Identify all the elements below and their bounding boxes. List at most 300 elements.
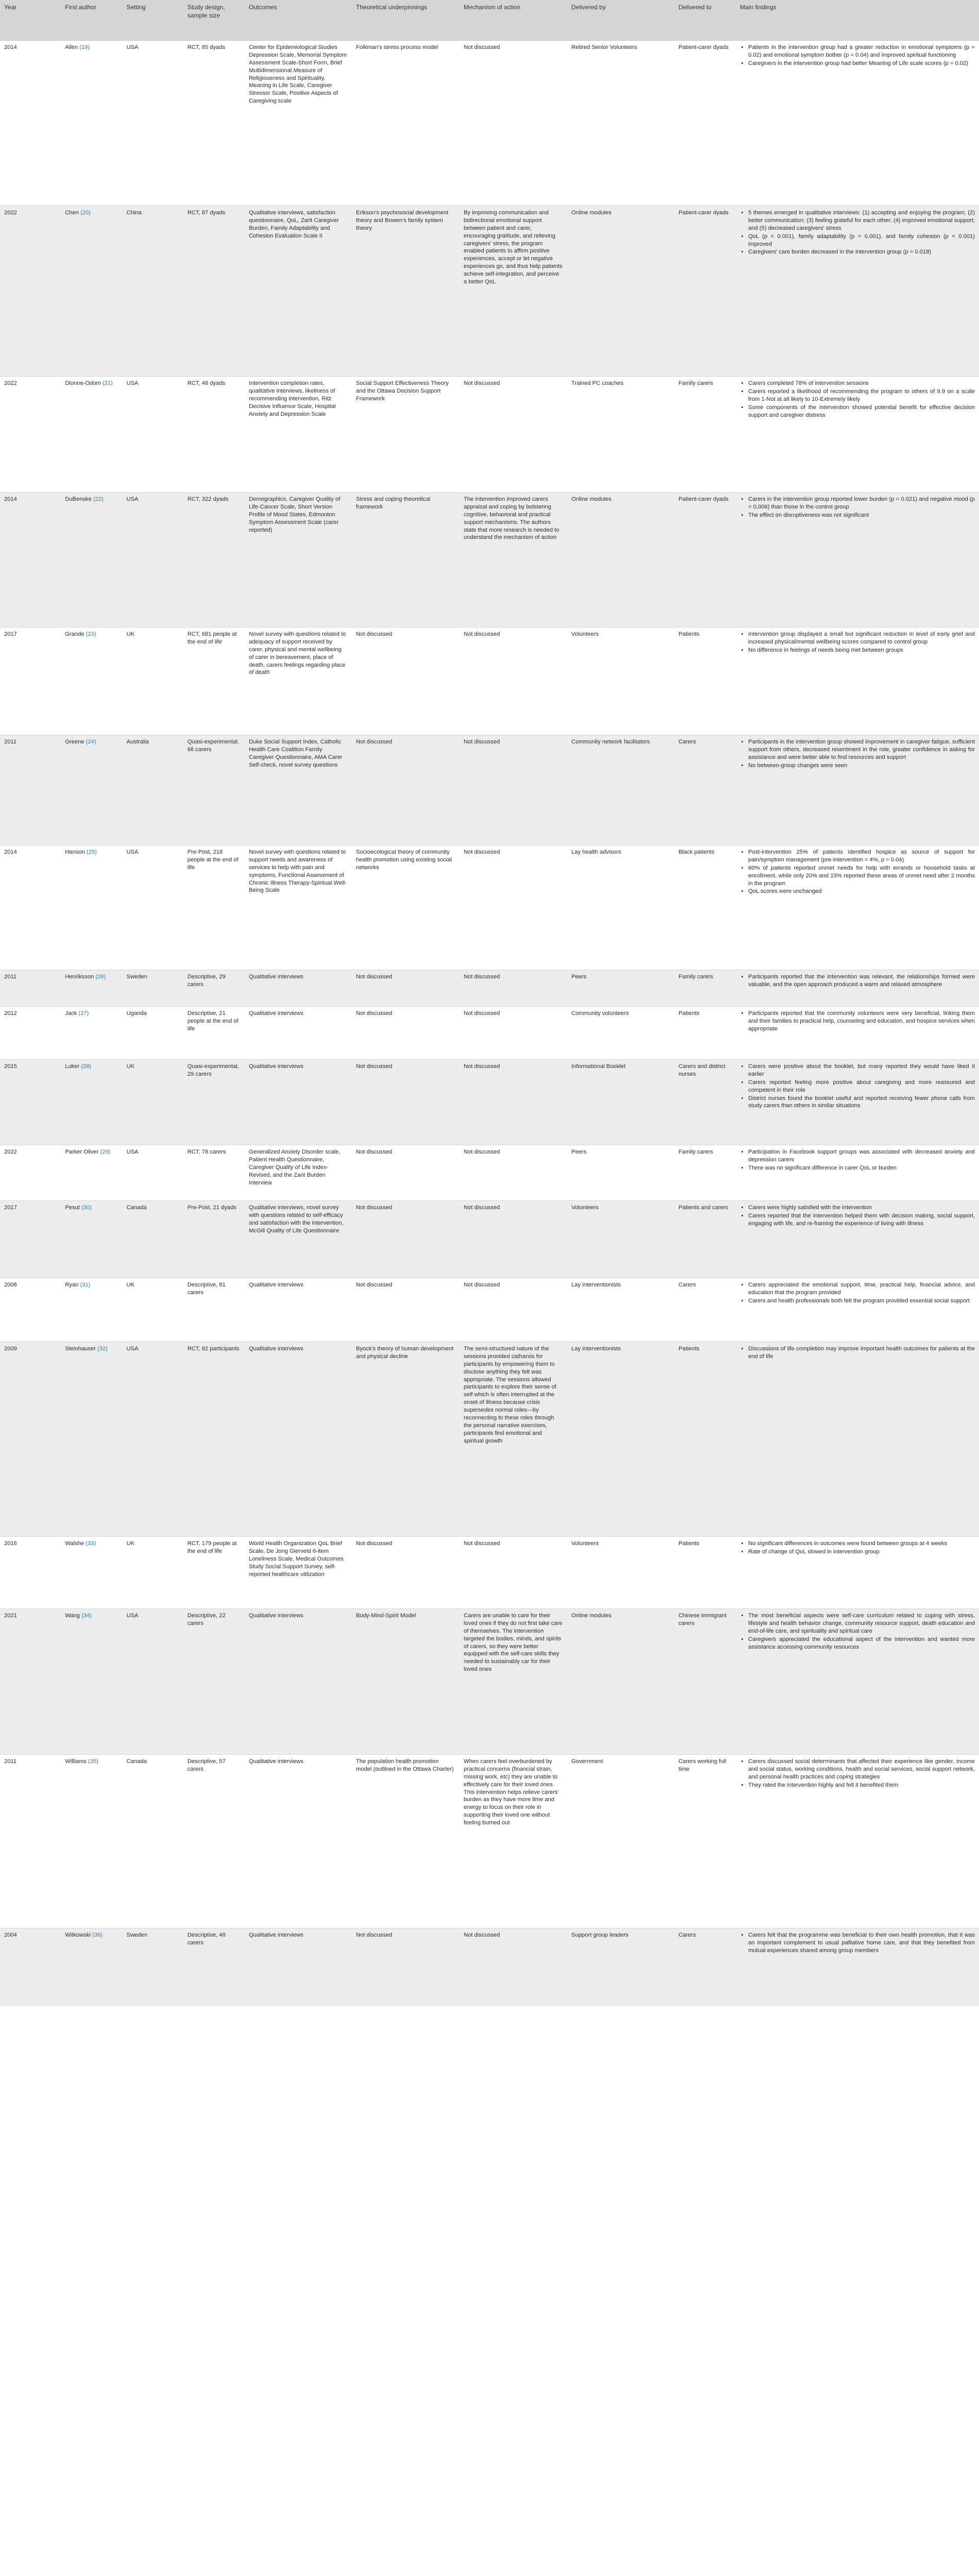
table-row: [0, 1342, 979, 1537]
cell-outcomes: Demographics, Caregiver Quality of Life-Cancer Scale, Short Version Profile of Mood States, Edmonton Symptom Assessment Scale (carer reported): [245, 493, 352, 628]
cell-delivered-by: Trained PC coaches: [567, 377, 674, 493]
author-name: Walshe: [65, 1540, 85, 1547]
cell-theoretical-underpinnings: Body-Mind-Spirit Model: [352, 1609, 460, 1755]
cell-first-author: [61, 1060, 122, 1145]
finding-item: • Carers felt that the programme was beneficial to their own health promotion, that it was an important complement to usual palliative home care, and that they benefited from mutual experiences shared among group members: [748, 1931, 975, 1955]
cell-delivered-by: Online modules: [567, 206, 674, 377]
findings-list: [740, 1281, 975, 1305]
table-row: [0, 1609, 979, 1755]
cell-theoretical-underpinnings: Not discussed: [352, 1537, 460, 1609]
cell-mechanism-of-action: The semi-structured nature of the sessions provided catharsis for participants by empowering them to disclose anything they felt was appropriate. The sessions allowed participants to explore their sense of self which is often interrupted at the onset of illness because crisis supersedes normal roles—by reconnecting to these roles through the personal narrative exercises, participants find emotional and spiritual growth: [460, 1342, 567, 1537]
cell-outcomes: Intervention completion rates, qualitative interviews, likeliness of recommending intervention, Ritz Decisive Influence Scale, Hospital Anxiety and Depression Scale: [245, 377, 352, 493]
reference-link[interactable]: (27): [78, 1010, 89, 1016]
cell-study-design: RCT, 85 dyads: [183, 41, 245, 206]
cell-setting: Australia: [122, 735, 183, 845]
cell-mechanism-of-action: Not discussed: [460, 628, 567, 735]
reference-link[interactable]: (26): [95, 974, 106, 980]
cell-main-findings: [736, 1278, 979, 1342]
cell-theoretical-underpinnings: The population health promotion model (outlined in the Ottawa Charter): [352, 1755, 460, 1928]
cell-main-findings: [736, 1201, 979, 1278]
cell-outcomes: Qualitative interviews: [245, 1755, 352, 1928]
cell-theoretical-underpinnings: Not discussed: [352, 1145, 460, 1201]
cell-delivered-to: Family carers: [674, 970, 736, 1007]
cell-outcomes: Center for Epidemiological Studies Depression Scale, Memorial Symptom Assessment Scale-Short Form, Brief Multidimensional Measure of Religiousness and Spirituality, Meaning in Life Scale, Caregiver Stressor Scale, Positive Aspects of Caregiving scale: [245, 41, 352, 206]
cell-theoretical-underpinnings: Socioecological theory of community health promotion using existing social networks: [352, 845, 460, 970]
cell-delivered-by: Volunteers: [567, 1201, 674, 1278]
cell-theoretical-underpinnings: Not discussed: [352, 1201, 460, 1278]
cell-main-findings: [736, 970, 979, 1007]
cell-first-author: [61, 735, 122, 845]
cell-mechanism-of-action: Not discussed: [460, 845, 567, 970]
cell-year: 2014: [0, 845, 61, 970]
cell-study-design: Pre-Post, 218 people at the end of life: [183, 845, 245, 970]
reference-link[interactable]: (28): [81, 1063, 92, 1070]
cell-outcomes: World Health Organization QoL Brief Scale, De Jong Gierveld 6-item Loneliness Scale, Medical Outcomes Study Social Support Survey, self-reported healthcare utilization: [245, 1537, 352, 1609]
column-header-outcomes: Outcomes: [245, 0, 352, 41]
cell-main-findings: [736, 1007, 979, 1060]
table-row: [0, 1928, 979, 2006]
cell-study-design: RCT, 322 dyads: [183, 493, 245, 628]
cell-theoretical-underpinnings: Not discussed: [352, 628, 460, 735]
cell-year: 2008: [0, 1278, 61, 1342]
cell-outcomes: Novel survey with questions related to adequacy of support received by carer, physical and mental wellbeing of carer in bereavement, place of death, carers feelings regarding place of death: [245, 628, 352, 735]
cell-first-author: [61, 1537, 122, 1609]
cell-main-findings: [736, 1928, 979, 2006]
findings-list: [740, 631, 975, 654]
cell-mechanism-of-action: Not discussed: [460, 1201, 567, 1278]
cell-delivered-by: Lay interventionists: [567, 1278, 674, 1342]
cell-year: 2011: [0, 1755, 61, 1928]
cell-main-findings: [736, 1537, 979, 1609]
table-row: [0, 1060, 979, 1145]
findings-list: [740, 1010, 975, 1033]
finding-item: • District nurses found the booklet useful and reported receiving fewer phone calls from study carers than others in similar situations: [748, 1095, 975, 1110]
author-name: Ryan: [65, 1282, 79, 1288]
finding-item: • The effect on disruptiveness was not significant: [748, 512, 975, 519]
table-row: [0, 845, 979, 970]
finding-item: • 60% of patients reported unmet needs for help with errands or household tasks at enrollment, while only 20% and 15% reported these areas of unmet need after 2 months in the program: [748, 865, 975, 888]
cell-first-author: [61, 845, 122, 970]
finding-item: • There was no significant difference in carer QoL or burden: [748, 1164, 975, 1172]
cell-main-findings: [736, 1342, 979, 1537]
cell-year: 2017: [0, 1201, 61, 1278]
cell-delivered-to: Patients: [674, 1342, 736, 1537]
cell-delivered-to: Carers working full time: [674, 1755, 736, 1928]
cell-study-design: Descriptive, 48 carers: [183, 1928, 245, 2006]
cell-first-author: [61, 41, 122, 206]
cell-first-author: [61, 628, 122, 735]
cell-mechanism-of-action: The intervention improved carers appraisal and coping by bolstering cognitive, behavioral and practical support mechanisms. The authors state that more research is needed to understand the mechanism of action: [460, 493, 567, 628]
cell-main-findings: [736, 41, 979, 206]
cell-main-findings: [736, 1755, 979, 1928]
cell-mechanism-of-action: Carers are unable to care for their loved ones if they do not first take care of themselves. The intervention targeted the bodies, minds, and spirits of carers, so they were better equipped with the self-care skills they needed to sustainably car for their loved ones: [460, 1609, 567, 1755]
finding-item: • Participants in the intervention group showed improvement in caregiver fatigue, sufficient support from others, decreased resentment in the role, greater confidence in asking for assistance and were better able to find resources and support: [748, 738, 975, 761]
cell-delivered-to: Patients: [674, 1537, 736, 1609]
cell-study-design: RCT, 78 carers: [183, 1145, 245, 1201]
reference-link[interactable]: (23): [86, 631, 96, 637]
cell-mechanism-of-action: By improving communication and bidirectional emotional support between patient and carer, encouraging gratitude, and relieving caregivers' stress, the program enabled patients to affirm positive experiences, accept or let negative experiences go, and thus help patients achieve self-integration, and perceive a better QoL: [460, 206, 567, 377]
column-header-first-author: First author: [61, 0, 122, 41]
cell-setting: USA: [122, 845, 183, 970]
cell-delivered-by: Government: [567, 1755, 674, 1928]
cell-setting: Canada: [122, 1201, 183, 1278]
cell-main-findings: [736, 735, 979, 845]
cell-outcomes: Qualitative interviews: [245, 1007, 352, 1060]
cell-study-design: RCT, 46 dyads: [183, 377, 245, 493]
findings-list: [740, 1540, 975, 1556]
reference-link[interactable]: (22): [93, 496, 104, 502]
cell-mechanism-of-action: Not discussed: [460, 1007, 567, 1060]
cell-theoretical-underpinnings: Byock's theory of human development and physical decline: [352, 1342, 460, 1537]
cell-mechanism-of-action: Not discussed: [460, 377, 567, 493]
finding-item: • Intervention group displayed a small but significant reduction in level of early grief and increased physical/mental wellbeing scores compared to control group: [748, 631, 975, 646]
reference-link[interactable]: (32): [97, 1346, 108, 1352]
cell-study-design: RCT, 179 people at the end of life: [183, 1537, 245, 1609]
cell-outcomes: Qualitative interviews: [245, 1928, 352, 2006]
author-name: Parker Oliver: [65, 1149, 99, 1155]
column-header-theoretical-underpinnings: Theoretical underpinnings: [352, 0, 460, 41]
cell-main-findings: [736, 845, 979, 970]
reference-link[interactable]: (35): [88, 1758, 98, 1765]
cell-delivered-to: Carers and district nurses: [674, 1060, 736, 1145]
cell-first-author: [61, 377, 122, 493]
cell-study-design: RCT, 87 dyads: [183, 206, 245, 377]
cell-main-findings: [736, 206, 979, 377]
cell-main-findings: [736, 377, 979, 493]
cell-main-findings: [736, 1609, 979, 1755]
cell-theoretical-underpinnings: Not discussed: [352, 1060, 460, 1145]
cell-main-findings: [736, 628, 979, 735]
finding-item: • Patients in the intervention group had a greater reduction in emotional symptoms (p = 0.02) and emotional symptom bother (p = 0.04) and improved spiritual functioning: [748, 44, 975, 59]
finding-item: • Carers were positive about the booklet, but many reported they would have liked it earlier: [748, 1063, 975, 1078]
author-name: Witkowski: [65, 1932, 91, 1938]
cell-study-design: Descriptive, 21 people at the end of life: [183, 1007, 245, 1060]
cell-main-findings: [736, 1145, 979, 1201]
findings-list: [740, 1758, 975, 1789]
table-header-row: [0, 0, 979, 41]
cell-delivered-to: Carers: [674, 1928, 736, 2006]
findings-list: [740, 209, 975, 256]
cell-study-design: Quasi-experimental, 66 carers: [183, 735, 245, 845]
finding-item: • No between-group changes were seen: [748, 762, 975, 770]
table-row: [0, 1007, 979, 1060]
cell-theoretical-underpinnings: Not discussed: [352, 970, 460, 1007]
table-row: [0, 1145, 979, 1201]
column-header-year: Year: [0, 0, 61, 41]
cell-setting: UK: [122, 1537, 183, 1609]
cell-setting: USA: [122, 493, 183, 628]
cell-setting: USA: [122, 1342, 183, 1537]
finding-item: • No significant differences in outcomes were found between groups at 4 weeks: [748, 1540, 975, 1548]
cell-delivered-by: Informational Booklet: [567, 1060, 674, 1145]
author-name: Pesut: [65, 1205, 80, 1211]
cell-delivered-by: Retired Senior Volunteers: [567, 41, 674, 206]
cell-first-author: [61, 1007, 122, 1060]
cell-outcomes: Qualitative interviews: [245, 1278, 352, 1342]
cell-delivered-to: Patient-carer dyads: [674, 493, 736, 628]
cell-year: 2014: [0, 41, 61, 206]
finding-item: • Caregivers in the intervention group had better Meaning of Life scale scores (p = 0.02): [748, 60, 975, 67]
findings-list: [740, 973, 975, 989]
cell-delivered-to: Patient-carer dyads: [674, 41, 736, 206]
table-row: [0, 377, 979, 493]
reference-link[interactable]: (20): [80, 210, 91, 216]
reference-link[interactable]: (34): [81, 1613, 92, 1619]
cell-mechanism-of-action: Not discussed: [460, 1278, 567, 1342]
cell-mechanism-of-action: Not discussed: [460, 41, 567, 206]
column-header-delivered-by: Delivered by: [567, 0, 674, 41]
findings-list: [740, 1063, 975, 1110]
findings-list: [740, 738, 975, 770]
findings-list: [740, 380, 975, 419]
cell-delivered-by: Volunteers: [567, 1537, 674, 1609]
findings-list: [740, 1931, 975, 1955]
cell-setting: UK: [122, 628, 183, 735]
finding-item: • Carers in the intervention group reported lower burden (p = 0.021) and negative mood (p = 0.006) than those in the control group: [748, 496, 975, 511]
cell-main-findings: [736, 1060, 979, 1145]
table-row: [0, 735, 979, 845]
cell-first-author: [61, 1755, 122, 1928]
cell-mechanism-of-action: Not discussed: [460, 1928, 567, 2006]
reference-link[interactable]: (36): [92, 1932, 103, 1938]
cell-outcomes: Qualitative interviews: [245, 1060, 352, 1145]
cell-year: 2017: [0, 628, 61, 735]
findings-list: [740, 1612, 975, 1651]
reference-link[interactable]: (31): [80, 1282, 91, 1288]
cell-setting: Sweden: [122, 970, 183, 1007]
finding-item: • Some components of the intervention showed potential benefit for effective decision support and caregiver distress: [748, 404, 975, 419]
cell-outcomes: Qualitative interviews: [245, 1342, 352, 1537]
cell-delivered-by: Community network facilitators: [567, 735, 674, 845]
reference-link[interactable]: (24): [86, 739, 96, 745]
cell-study-design: Quasi-experimental, 29 carers: [183, 1060, 245, 1145]
cell-setting: USA: [122, 41, 183, 206]
findings-list: [740, 496, 975, 519]
cell-theoretical-underpinnings: Not discussed: [352, 1928, 460, 2006]
findings-list: [740, 1345, 975, 1361]
finding-item: • Participation in Facebook support groups was associated with decreased anxiety and depression carers: [748, 1148, 975, 1164]
cell-year: 2022: [0, 206, 61, 377]
cell-outcomes: Generalized Anxiety Disorder scale, Patient Health Questionnaire, Caregiver Quality of Life Index-Revised, and the Zarit Burden Interview: [245, 1145, 352, 1201]
cell-delivered-by: Online modules: [567, 493, 674, 628]
finding-item: • Discussions of life completion may improve important health outcomes for patients at the end of life: [748, 1345, 975, 1361]
cell-setting: UK: [122, 1278, 183, 1342]
cell-delivered-to: Patients: [674, 628, 736, 735]
finding-item: • They rated the intervention highly and felt it benefited them: [748, 1782, 975, 1789]
cell-mechanism-of-action: Not discussed: [460, 1060, 567, 1145]
cell-delivered-to: Carers: [674, 1278, 736, 1342]
cell-setting: Canada: [122, 1755, 183, 1928]
cell-setting: USA: [122, 377, 183, 493]
author-name: DuBenske: [65, 496, 92, 502]
cell-theoretical-underpinnings: Social Support Effectiveness Theory and the Ottawa Decision Support Framework: [352, 377, 460, 493]
cell-study-design: Descriptive, 81 carers: [183, 1278, 245, 1342]
cell-theoretical-underpinnings: Folkman's stress process model: [352, 41, 460, 206]
table-row: [0, 970, 979, 1007]
cell-study-design: Descriptive, 29 carers: [183, 970, 245, 1007]
finding-item: • QoL scores were unchanged: [748, 888, 975, 895]
cell-year: 2022: [0, 1145, 61, 1201]
cell-year: 2014: [0, 493, 61, 628]
finding-item: • Caregivers appreciated the educational aspect of the intervention and wanted more assistance accessing community resources: [748, 1636, 975, 1651]
cell-year: 2016: [0, 1537, 61, 1609]
cell-delivered-by: Peers: [567, 970, 674, 1007]
finding-item: • Participants reported that the community volunteers were very beneficial, linking them and their families to practical help, counseling and education, and hospice services when appropriate: [748, 1010, 975, 1033]
cell-main-findings: [736, 493, 979, 628]
cell-outcomes: Novel survey with questions related to support needs and awareness of services to help with pain and symptoms, Functional Assessment of Chronic Illness Therapy-Spiritual Well-Being Scale: [245, 845, 352, 970]
author-name: Dionne-Odom: [65, 380, 101, 386]
cell-outcomes: Qualitative interviews, satisfaction questionnaire, QoL, Zarit Caregiver Burden, Family Adaptability and Cohesion Evaluation Scale II: [245, 206, 352, 377]
cell-delivered-by: Volunteers: [567, 628, 674, 735]
cell-year: 2015: [0, 1060, 61, 1145]
column-header-setting: Setting: [122, 0, 183, 41]
finding-item: • No difference in feelings of needs being met between groups: [748, 647, 975, 654]
cell-theoretical-underpinnings: Stress and coping theoretical framework: [352, 493, 460, 628]
column-header-delivered-to: Delivered to: [674, 0, 736, 41]
cell-setting: China: [122, 206, 183, 377]
cell-delivered-to: Chinese immigrant carers: [674, 1609, 736, 1755]
cell-year: 2012: [0, 1007, 61, 1060]
cell-study-design: RCT, 82 participants: [183, 1342, 245, 1537]
cell-setting: USA: [122, 1145, 183, 1201]
author-name: Henriksson: [65, 974, 94, 980]
column-header-main-findings: Main findings: [736, 0, 979, 41]
finding-item: • Caregivers' care burden decreased in the intervention group (p = 0.018): [748, 248, 975, 256]
author-name: Hanson: [65, 849, 85, 855]
table-row: [0, 1755, 979, 1928]
cell-setting: Sweden: [122, 1928, 183, 2006]
cell-theoretical-underpinnings: Erikson's psychosocial development theory and Bowen's family system theory: [352, 206, 460, 377]
cell-setting: UK: [122, 1060, 183, 1145]
finding-item: • Carers completed 78% of intervention sessions: [748, 380, 975, 387]
finding-item: • Rate of change of QoL slowed in intervention group: [748, 1548, 975, 1556]
reference-link[interactable]: (21): [102, 380, 113, 386]
cell-outcomes: Qualitative interviews, novel survey with questions related to self-efficacy and satisfaction with the intervention, McGill Quality of Life Questionnaire: [245, 1201, 352, 1278]
reference-link[interactable]: (19): [79, 44, 90, 50]
cell-study-design: Descriptive, 22 carers: [183, 1609, 245, 1755]
finding-item: • Carers reported a likelihood of recommending the program to others of 9.9 on a scale from 1-Not at all likely to 10-Extremely likely: [748, 388, 975, 403]
author-name: Grande: [65, 631, 85, 637]
reference-link[interactable]: (30): [81, 1205, 92, 1211]
table-row: [0, 1278, 979, 1342]
cell-mechanism-of-action: When carers feel overburdened by practical concerns (financial strain, missing work, etc) they are unable to effectively care for their loved ones. This intervention helps relieve carers' burden as they have more time and energy to focus on their role in supporting their loved one without feeling burned out: [460, 1755, 567, 1928]
author-name: Luker: [65, 1063, 80, 1070]
cell-setting: Uganda: [122, 1007, 183, 1060]
cell-setting: USA: [122, 1609, 183, 1755]
finding-item: • Carers reported feeling more positive about caregiving and more reassured and competent in their role: [748, 1079, 975, 1094]
finding-item: • Carers were highly satisfied with the intervention: [748, 1204, 975, 1212]
finding-item: • QoL (p < 0.001), family adaptability (p = 0.001), and family cohesion (p < 0.001) improved: [748, 233, 975, 248]
table-row: [0, 1537, 979, 1609]
cell-first-author: [61, 1609, 122, 1755]
findings-list: [740, 1204, 975, 1228]
cell-delivered-to: Patients and carers: [674, 1201, 736, 1278]
findings-list: [740, 849, 975, 895]
author-name: Steinhauser: [65, 1346, 96, 1352]
cell-outcomes: Duke Social Support Index, Catholic Health Care Coalition Family Caregiver Questionnaire, AMA Carer Self-check, novel survey questions: [245, 735, 352, 845]
cell-theoretical-underpinnings: Not discussed: [352, 1007, 460, 1060]
cell-first-author: [61, 1145, 122, 1201]
cell-delivered-to: Carers: [674, 735, 736, 845]
finding-item: • The most beneficial aspects were self-care curriculum related to coping with stress, lifestyle and health behavior change, community resource support, death education and end-of-life care, and spirituality and spiritual care: [748, 1612, 975, 1635]
cell-mechanism-of-action: Not discussed: [460, 1537, 567, 1609]
cell-first-author: [61, 1201, 122, 1278]
cell-delivered-by: Community volunteers: [567, 1007, 674, 1060]
author-name: Jack: [65, 1010, 77, 1016]
cell-year: 2009: [0, 1342, 61, 1537]
reference-link[interactable]: (33): [86, 1540, 96, 1547]
cell-year: 2021: [0, 1609, 61, 1755]
finding-item: • Carers appreciated the emotional support, time, practical help, financial advice, and education that the program provided: [748, 1281, 975, 1297]
cell-mechanism-of-action: Not discussed: [460, 735, 567, 845]
cell-delivered-to: Family carers: [674, 1145, 736, 1201]
author-name: Allen: [65, 44, 78, 50]
cell-mechanism-of-action: Not discussed: [460, 1145, 567, 1201]
finding-item: • Carers reported that the intervention helped them with decision making, social support, engaging with life, and re-framing the experience of living with illness: [748, 1212, 975, 1228]
cell-delivered-by: Lay interventionists: [567, 1342, 674, 1537]
findings-list: [740, 1148, 975, 1172]
reference-link[interactable]: (29): [100, 1149, 111, 1155]
table-row: [0, 628, 979, 735]
cell-study-design: Descriptive, 57 carers: [183, 1755, 245, 1928]
author-name: Wang: [65, 1613, 80, 1619]
cell-delivered-to: Patients: [674, 1007, 736, 1060]
table-row: [0, 41, 979, 206]
author-name: Chen: [65, 210, 79, 216]
cell-first-author: [61, 1342, 122, 1537]
cell-year: 2011: [0, 970, 61, 1007]
cell-delivered-by: Peers: [567, 1145, 674, 1201]
cell-study-design: RCT, 681 people at the end of life: [183, 628, 245, 735]
author-name: Greene: [65, 739, 85, 745]
cell-first-author: [61, 970, 122, 1007]
cell-study-design: Pre-Post, 21 dyads: [183, 1201, 245, 1278]
cell-year: 2004: [0, 1928, 61, 2006]
cell-delivered-to: Family carers: [674, 377, 736, 493]
cell-outcomes: Qualitative interviews: [245, 1609, 352, 1755]
column-header-mechanism-of-action: Mechanism of action: [460, 0, 567, 41]
table-body: [0, 41, 979, 2006]
findings-list: [740, 44, 975, 67]
finding-item: • Carers and health professionals both felt the program provided essential social support: [748, 1297, 975, 1305]
table-row: [0, 206, 979, 377]
cell-delivered-to: Patient-carer dyads: [674, 206, 736, 377]
cell-first-author: [61, 206, 122, 377]
cell-first-author: [61, 493, 122, 628]
finding-item: • Carers discussed social determinants that affected their experience like gender, income and social status, working conditions, health and social services, social support network, and personal health practices and coping strategies: [748, 1758, 975, 1781]
cell-first-author: [61, 1928, 122, 2006]
finding-item: • 5 themes emerged in qualitative interviews: (1) accepting and enjoying the program; (2) better communication; (3) feeling grateful for each other; (4) improved emotional support; and (5) decreased caregivers' stress: [748, 209, 975, 232]
cell-theoretical-underpinnings: Not discussed: [352, 1278, 460, 1342]
cell-delivered-to: Black patients: [674, 845, 736, 970]
finding-item: • Participants reported that the intervention was relevant, the relationships formed were valuable, and the open approach produced a warm and relaxed atmosphere: [748, 973, 975, 989]
cell-theoretical-underpinnings: Not discussed: [352, 735, 460, 845]
column-header-study-design: Study design, sample size: [183, 0, 245, 41]
reference-link[interactable]: (25): [86, 849, 97, 855]
cell-first-author: [61, 1278, 122, 1342]
table-row: [0, 493, 979, 628]
cell-mechanism-of-action: Not discussed: [460, 970, 567, 1007]
cell-year: 2011: [0, 735, 61, 845]
table-row: [0, 1201, 979, 1278]
finding-item: • Post-intervention 25% of patients identified hospice as source of support for pain/symptom management (pre-intervention = 4%, p = 0.04): [748, 849, 975, 864]
author-name: Williams: [65, 1758, 87, 1765]
cell-delivered-by: Support group leaders: [567, 1928, 674, 2006]
cell-year: 2022: [0, 377, 61, 493]
cell-delivered-by: Lay health advisors: [567, 845, 674, 970]
cell-delivered-by: Online modules: [567, 1609, 674, 1755]
cell-outcomes: Qualitative interviews: [245, 970, 352, 1007]
